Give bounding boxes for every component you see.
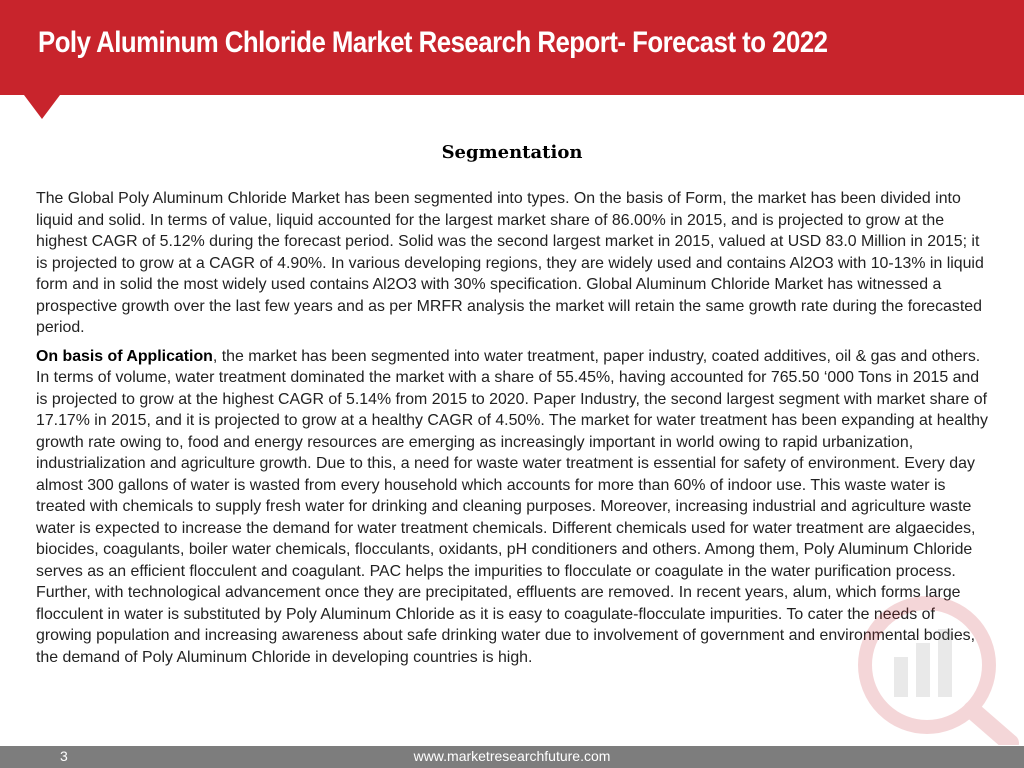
footer-website-link[interactable]: www.marketresearchfuture.com bbox=[413, 748, 611, 764]
paragraph-rest: , the market has been segmented into water treatment, paper industry, coated additives, oil & gas and others. In terms of volume, water treatment dominated the market with a share of 55.45%, having accounted for 765.50 ‘000 Tons in 2015 and is projected to grow at the highest CAGR of 5.14% from 2015 to 2020. Paper Industry, the second largest segment with market share of 17.17% in 2015, and it is projected to grow at a healthy CAGR of 4.50%. The market for water treatment has been expanding at healthy growth rate owing to, food and energy resources are emerging as increasingly important in world owing to rapid urbanization, industrialization and agriculture growth. Due to this, a need for waste water treatment is essential for safety of environment. Every day almost 300 gallons of water is wasted from every household which accounts for more than 60% of indoor use. This waste water is treated with chemicals to supply fresh water for drinking and cleaning purposes. Moreover, increasing industrial and agriculture waste water is expected to increase the demand for water treatment chemicals. Different chemicals used for water treatment are algaecides, biocides, coagulants, boiler water chemicals, flocculants, oxidants, pH conditioners and others. Among them, Poly Aluminum Chloride serves as an efficient flocculent and coagulant. PAC helps the impurities to flocculate or coagulate in the water purification process. Further, with technological advancement once they are precipitated, effluents are removed. In recent years, alum, which forms large flocculent in water is substituted by Poly Aluminum Chloride as it is easy to coagulate-flocculate impurities. To cater the needs of growing population and increasing awareness about safe drinking water due to involvement of government and environmental bodies, the demand of Poly Aluminum Chloride in developing countries is high. bbox=[36, 347, 988, 666]
banner-notch bbox=[24, 95, 60, 119]
paragraph-form-segmentation: The Global Poly Aluminum Chloride Market has been segmented into types. On the basis of Form, the market has been divided into liquid and solid. In terms of value, liquid accounted for the largest market share of 86.00% in 2015, and is projected to grow at the highest CAGR of 5.12% during the forecast period. Solid was the second largest market in 2015, valued at USD 83.0 Million in 2015; it is projected to grow at a CAGR of 4.90%. In various developing regions, they are widely used and contains Al2O3 with 10-13% in liquid form and in solid the most widely used contains Al2O3 with 30% specification. Global Aluminum Chloride Market has witnessed a prospective growth over the last few years and as per MRFR analysis the market will retain the same growth rate during the forecasted period. bbox=[36, 190, 984, 336]
magnifier-chart-logo-icon bbox=[832, 585, 1022, 745]
title-banner bbox=[0, 0, 1024, 95]
page-number: 3 bbox=[60, 748, 68, 764]
paragraph-lead-bold: On basis of Application bbox=[36, 347, 213, 365]
footer-bar bbox=[0, 746, 1024, 768]
page-title: Poly Aluminum Chloride Market Research Report- Forecast to 2022 bbox=[38, 26, 828, 59]
section-heading-text: Segmentation bbox=[441, 142, 583, 163]
section-heading bbox=[0, 142, 1024, 163]
